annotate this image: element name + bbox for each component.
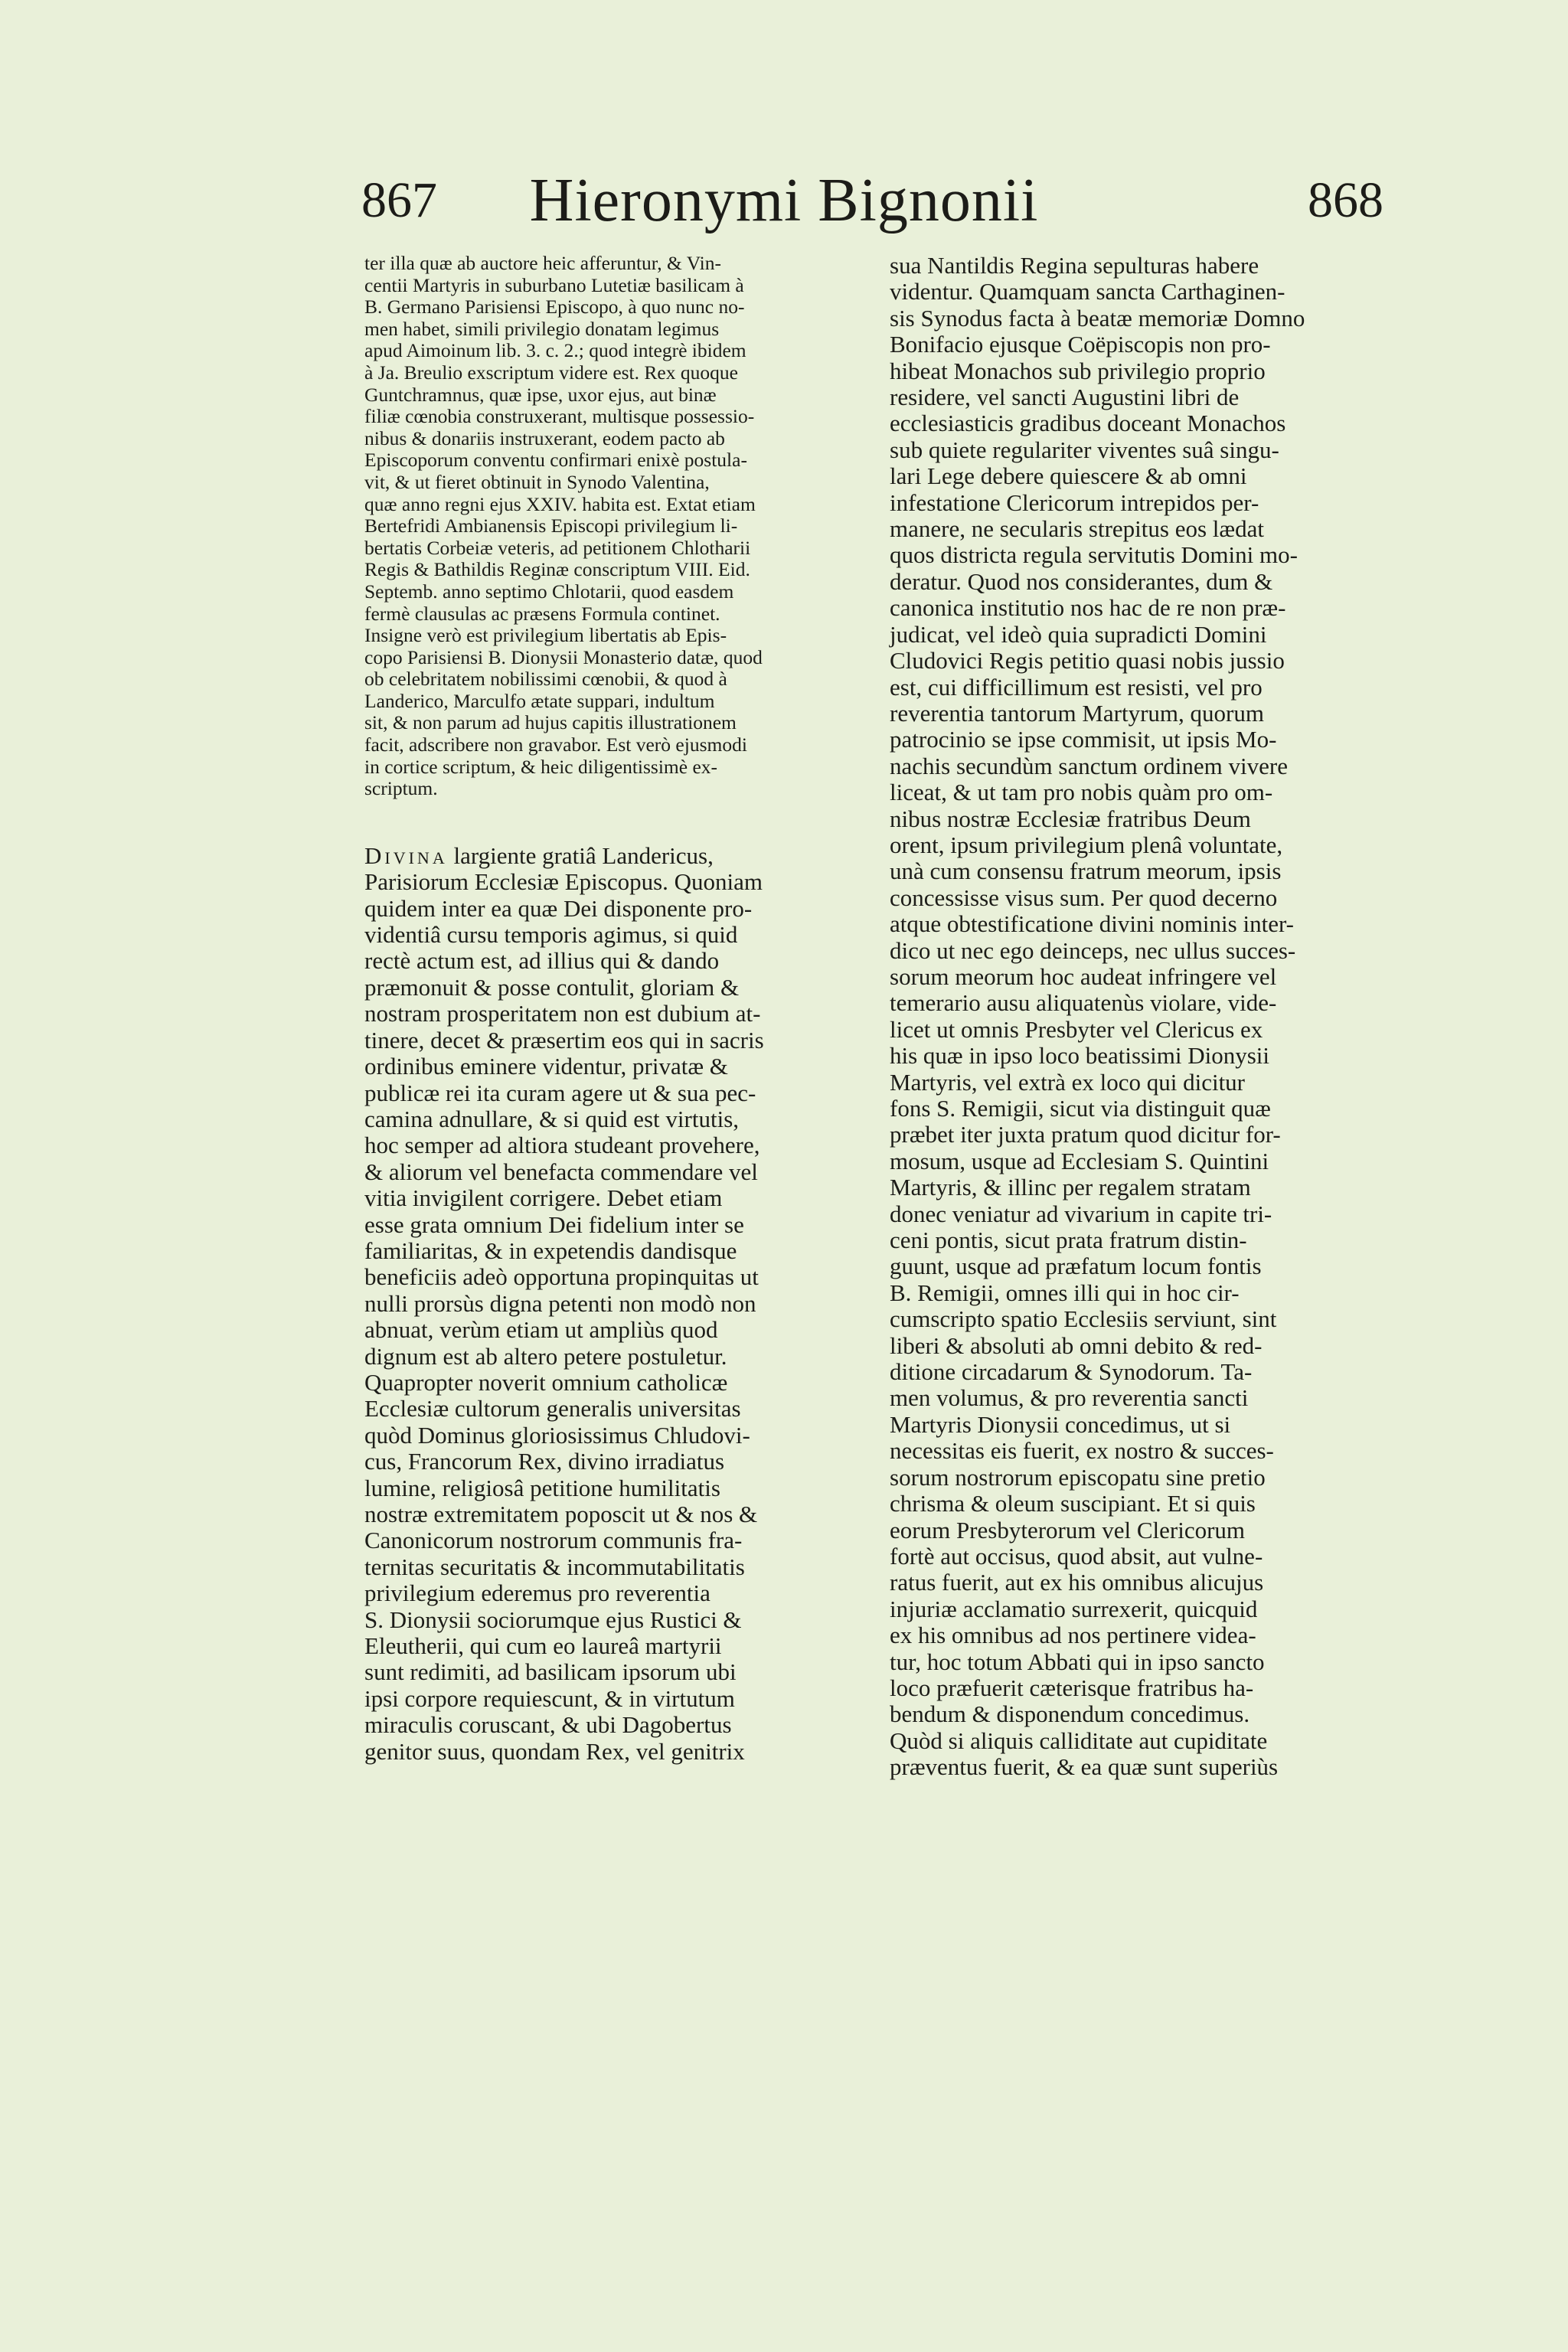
- text-line: beneficiis adeò opportuna propinquitas ut: [364, 1263, 759, 1291]
- text-line: concessisse visus sum. Per quod decerno: [890, 884, 1278, 911]
- text-line: Septemb. anno septimo Chlotarii, quod easdem: [364, 580, 734, 603]
- text-line: injuriæ acclamatio surrexerit, quicquid: [890, 1595, 1258, 1622]
- text-line: tinere, decet & præsertim eos qui in sacris: [364, 1026, 764, 1054]
- text-line: videntur. Quamquam sancta Carthaginen-: [890, 278, 1285, 305]
- text-line: nostram prosperitatem non est dubium at-: [364, 1000, 761, 1027]
- text-line: orent, ipsum privilegium plenâ voluntate,: [890, 831, 1283, 858]
- text-line: familiaritas, & in expetendis dandisque: [364, 1236, 737, 1264]
- text-line: filiæ cœnobia construxerant, multisque possessio-: [364, 405, 755, 428]
- text-line: ternitas securitatis & incommutabilitatis: [364, 1553, 745, 1580]
- text-line: esse grata omnium Dei fidelium inter se: [364, 1210, 744, 1238]
- text-line: guunt, usque ad præfatum locum fontis: [890, 1253, 1262, 1280]
- text-line: Martyris, vel extrà ex loco qui dicitur: [890, 1068, 1246, 1096]
- text-line: Martyris, & illinc per regalem stratam: [890, 1174, 1251, 1201]
- text-line: quæ anno regni ejus XXIV. habita est. Extat etiam: [364, 492, 756, 515]
- text-line: liceat, & ut tam pro nobis quàm pro om-: [890, 779, 1273, 806]
- text-line: B. Remigii, omnes illi qui in hoc cir-: [890, 1279, 1240, 1306]
- text-line: loco præfuerit cæterisque fratribus ha-: [890, 1674, 1254, 1701]
- text-line: bendum & disponendum concedimus.: [890, 1700, 1250, 1728]
- text-line: genitor suus, quondam Rex, vel genitrix: [364, 1737, 745, 1765]
- opening-line-rest: largiente gratiâ Landericus,: [447, 841, 714, 869]
- text-line: B. Germano Parisiensi Episcopo, à quo nunc no-: [364, 296, 745, 318]
- page-number-left: 867: [361, 172, 437, 228]
- left-column: [364, 253, 859, 1765]
- text-line: necessitas eis fuerit, ex nostro & succes-: [890, 1437, 1274, 1465]
- text-line: quidem inter ea quæ Dei disponente pro-: [364, 894, 753, 922]
- text-line: fortè aut occisus, quod absit, aut vulne-: [890, 1542, 1263, 1570]
- text-line: Bonifacio ejusque Coëpiscopis non pro-: [890, 331, 1271, 358]
- text-line: liberi & absoluti ab omni debito & red-: [890, 1331, 1263, 1359]
- text-line: reverentia tantorum Martyrum, quorum: [890, 699, 1264, 727]
- text-line: nostræ extremitatem poposcit ut & nos &: [364, 1501, 758, 1527]
- text-line: Regis & Bathildis Reginæ conscriptum VIII. Eid.: [364, 558, 750, 581]
- text-line: præmonuit & posse contulit, gloriam &: [364, 973, 740, 1001]
- text-line: men volumus, & pro reverentia sancti: [890, 1384, 1249, 1412]
- text-line: præbet iter juxta pratum quod dicitur for-: [890, 1121, 1281, 1148]
- text-line: à Ja. Breulio exscriptum videre est. Rex quoque: [364, 361, 738, 384]
- text-line: quòd Dominus gloriosissimus Chludovi-: [364, 1421, 750, 1449]
- running-title: Hieronymi Bignonii: [529, 167, 1039, 234]
- text-line: privilegium ederemus pro reverentia: [364, 1579, 710, 1607]
- text-line: & aliorum vel benefacta commendare vel: [364, 1158, 758, 1185]
- text-line: quos districta regula servitutis Domini mo-: [890, 541, 1298, 569]
- text-line: Canonicorum nostrorum communis fra-: [364, 1527, 743, 1554]
- charter-text-right: [890, 253, 1386, 1781]
- text-line: publicæ rei ita curam agere ut & sua pec-: [364, 1079, 756, 1106]
- text-line: Cludovici Regis petitio quasi nobis jussio: [890, 647, 1285, 675]
- text-line: in cortice scriptum, & heic diligentissimè ex-: [364, 755, 718, 778]
- text-line: sua Nantildis Regina sepulturas habere: [890, 252, 1259, 279]
- text-line: est, cui difficillimum est resisti, vel pro: [890, 673, 1263, 701]
- text-line: facit, adscribere non gravabor. Est verò ejusmodi: [364, 733, 747, 756]
- text-line: Landerico, Marculfo ætate suppari, indultum: [364, 689, 715, 712]
- text-line: Quòd si aliquis calliditate aut cupiditate: [890, 1726, 1268, 1754]
- text-line: ecclesiasticis gradibus doceant Monachos: [890, 410, 1286, 437]
- text-line: apud Aimoinum lib. 3. c. 2.; quod integrè ibidem: [364, 339, 746, 362]
- text-line: vit, & ut fieret obtinuit in Synodo Valentina,: [364, 470, 710, 493]
- text-line: ratus fuerit, aut ex his omnibus alicujus: [890, 1569, 1264, 1596]
- text-line: Bertefridi Ambianensis Episcopi privilegium li-: [364, 514, 738, 537]
- charter-text-left: [364, 843, 859, 1765]
- text-line: [364, 843, 859, 869]
- text-line: manere, ne secularis strepitus eos lædat: [890, 515, 1264, 543]
- text-line: mosum, usque ad Ecclesiam S. Quintini: [890, 1147, 1269, 1174]
- intro-note: [364, 253, 859, 800]
- text-line: Quapropter noverit omnium catholicæ: [364, 1368, 728, 1396]
- text-line: unà cum consensu fratrum meorum, ipsis: [890, 858, 1282, 885]
- text-line: sunt redimiti, ad basilicam ipsorum ubi: [364, 1658, 737, 1686]
- text-line: donec veniatur ad vivarium in capite tri-: [890, 1200, 1272, 1227]
- text-line: men habet, simili privilegio donatam legimus: [364, 317, 720, 340]
- text-line: atque obtestificatione divini nominis inter-: [890, 910, 1294, 938]
- text-line: ordinibus eminere videntur, privatæ &: [364, 1053, 728, 1080]
- text-line: nachis secundùm sanctum ordinem vivere: [890, 752, 1288, 779]
- text-line: eorum Presbyterorum vel Clericorum: [890, 1516, 1246, 1544]
- paragraph-gap: [364, 800, 859, 843]
- text-line: centii Martyris in suburbano Lutetiæ basilicam à: [364, 273, 744, 296]
- text-line: scriptum.: [364, 777, 438, 800]
- text-line: ditione circadarum & Synodorum. Ta-: [890, 1358, 1253, 1386]
- text-line: temerario ausu aliquatenùs violare, vide-: [890, 989, 1277, 1017]
- text-line: hoc semper ad altiora studeant provehere,: [364, 1132, 760, 1159]
- text-line: his quæ in ipso loco beatissimi Dionysii: [890, 1042, 1270, 1070]
- text-line: Insigne verò est privilegium libertatis ab Epis-: [364, 624, 727, 647]
- text-line: copo Parisiensi B. Dionysii Monasterio datæ, quod: [364, 645, 763, 668]
- text-line: Ecclesiæ cultorum generalis universitas: [364, 1395, 741, 1423]
- text-line: cumscripto spatio Ecclesiis serviunt, sint: [890, 1305, 1277, 1333]
- text-line: sit, & non parum ad hujus capitis illustrationem: [364, 711, 737, 734]
- text-line: lumine, religiosâ petitione humilitatis: [364, 1474, 720, 1501]
- text-line: hibeat Monachos sub privilegio proprio: [890, 357, 1266, 384]
- text-line: Parisiorum Ecclesiæ Episcopus. Quoniam: [364, 868, 763, 896]
- text-line: videntiâ cursu temporis agimus, si quid: [364, 921, 738, 949]
- text-line: fons S. Remigii, sicut via distinguit quæ: [890, 1095, 1271, 1122]
- text-line: dico ut nec ego deinceps, nec ullus succes-: [890, 936, 1296, 964]
- text-line: sis Synodus facta à beatæ memoriæ Domno: [890, 304, 1305, 332]
- text-line: deratur. Quod nos considerantes, dum &: [890, 567, 1273, 595]
- text-line: canonica institutio nos hac de re non præ-: [890, 594, 1286, 622]
- text-line: chrisma & oleum suscipiant. Et si quis: [890, 1490, 1256, 1517]
- text-line: nibus nostræ Ecclesiæ fratribus Deum: [890, 805, 1251, 832]
- opening-word: Divina: [364, 841, 448, 869]
- text-line: Eleutherii, qui cum eo laureâ martyrii: [364, 1632, 722, 1660]
- text-line: nulli prorsùs digna petenti non modò non: [364, 1289, 756, 1317]
- text-line: residere, vel sancti Augustini libri de: [890, 384, 1240, 411]
- text-line: sorum nostrorum episcopatu sine pretio: [890, 1463, 1266, 1491]
- page-number-right: 868: [1308, 172, 1383, 228]
- text-line: lari Lege debere quiescere & ab omni: [890, 462, 1247, 490]
- text-line: præventus fuerit, & ea quæ sunt superiùs: [890, 1753, 1279, 1781]
- text-line: Guntchramnus, quæ ipse, uxor ejus, aut binæ: [364, 383, 717, 406]
- text-line: ipsi corpore requiescunt, & in virtutum: [364, 1684, 735, 1712]
- text-line: ex his omnibus ad nos pertinere videa-: [890, 1622, 1256, 1649]
- text-line: ob celebritatem nobilissimi cœnobii, & quod à: [364, 668, 727, 691]
- text-line: sorum meorum hoc audeat infringere vel: [890, 962, 1277, 990]
- text-line: cus, Francorum Rex, divino irradiatus: [364, 1448, 725, 1475]
- text-line: nibus & donariis instruxerant, eodem pacto ab: [364, 426, 725, 449]
- text-line: tur, hoc totum Abbati qui in ipso sancto: [890, 1648, 1265, 1675]
- text-line: rectè actum est, ad illius qui & dando: [364, 947, 720, 975]
- text-line: sub quiete regulariter viventes suâ singu-: [890, 436, 1279, 463]
- text-line: vitia invigilent corrigere. Debet etiam: [364, 1184, 723, 1212]
- text-line: Martyris Dionysii concedimus, ut si: [890, 1410, 1231, 1438]
- text-line: fermè clausulas ac præsens Formula continet.: [364, 602, 720, 625]
- text-line: ter illa quæ ab auctore heic afferuntur, & Vin-: [364, 252, 721, 274]
- text-line: S. Dionysii sociorumque ejus Rustici &: [364, 1606, 742, 1633]
- text-line: patrocinio se ipse commisit, ut ipsis Mo-: [890, 726, 1277, 753]
- text-line: abnuat, verùm etiam ut ampliùs quod: [364, 1316, 718, 1344]
- text-line: licet ut omnis Presbyter vel Clericus ex: [890, 1015, 1263, 1043]
- text-line: camina adnullare, & si quid est virtutis,: [364, 1105, 740, 1132]
- text-line: dignum est ab altero petere postuletur.: [364, 1342, 727, 1370]
- text-line: Episcoporum conventu confirmari enixè postula-: [364, 449, 747, 472]
- text-line: judicat, vel ideò quia supradicti Domini: [890, 620, 1267, 648]
- text-line: ceni pontis, sicut prata fratrum distin-: [890, 1227, 1247, 1254]
- text-line: bertatis Corbeiæ veteris, ad petitionem Chlotharii: [364, 536, 751, 559]
- text-line: infestatione Clericorum intrepidos per-: [890, 488, 1259, 516]
- text-line: miraculis coruscant, & ubi Dagobertus: [364, 1711, 732, 1739]
